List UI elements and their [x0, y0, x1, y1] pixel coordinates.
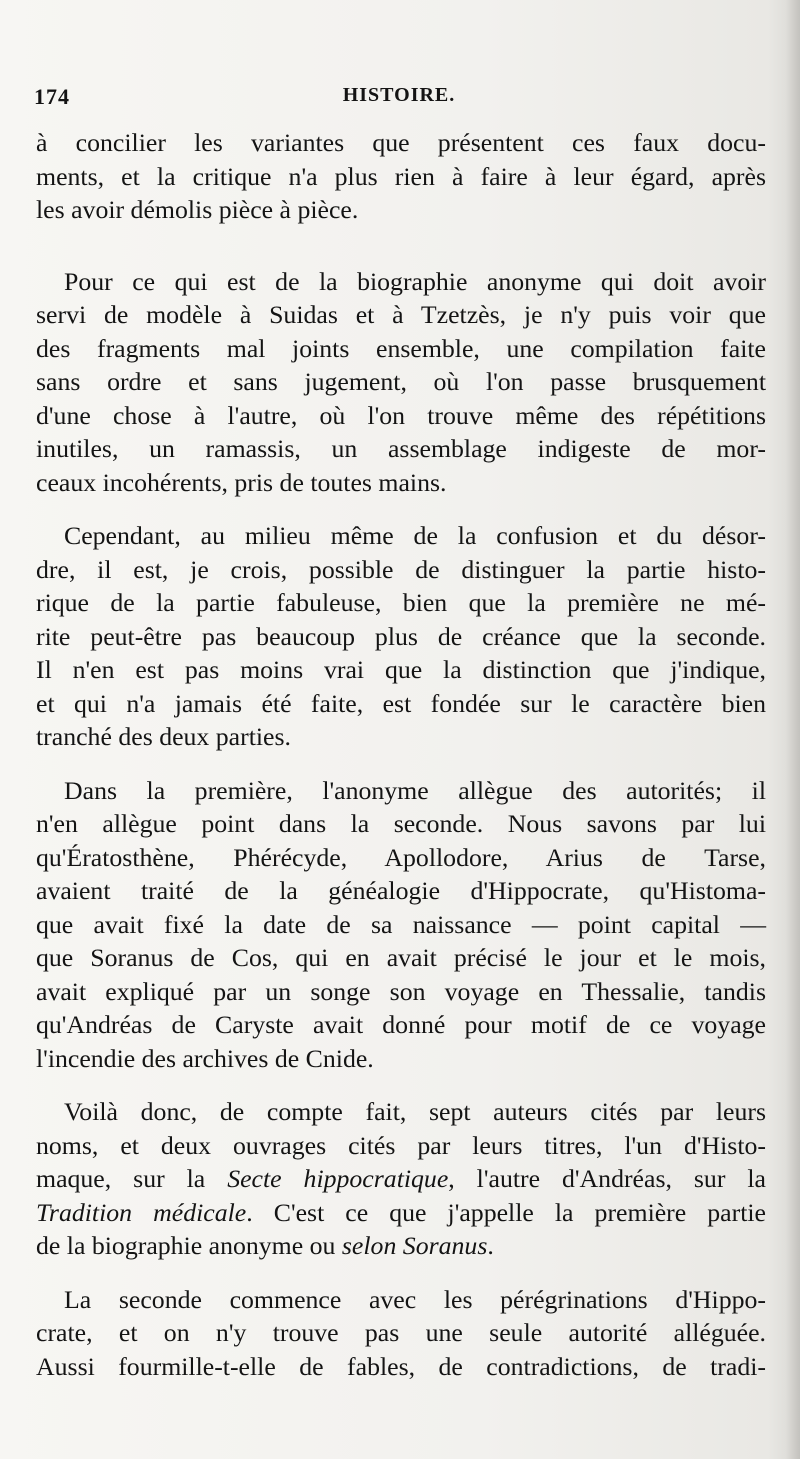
text-run: , l'autre d'Andréas, sur la: [448, 1164, 766, 1193]
text-line: Cependant, au milieu même de la confusion et du désor-: [64, 521, 766, 550]
text-line: noms, et deux ouvrages cités par leurs titres, l'un d'Histo-: [36, 1130, 766, 1160]
page-number: 174: [34, 84, 70, 109]
paragraph: [36, 126, 766, 227]
text-line: servi de modèle à Suidas et à Tzetzès, je n'y puis voir que: [36, 300, 766, 329]
text-line: rite peut-être pas beaucoup plus de créance que la seconde.: [36, 621, 766, 651]
paragraph: [36, 1095, 766, 1263]
text-line: ments, et la critique n'a plus rien à faire à leur égard, après: [36, 161, 766, 191]
text-run: .: [487, 1231, 494, 1260]
text-line: qu'Andréas de Caryste avait donné pour motif de ce voyage: [36, 1010, 766, 1039]
text-line: tranché des deux parties.: [36, 722, 291, 751]
text-line: dre, il est, je crois, possible de distinguer la partie histo-: [36, 554, 766, 584]
text-line: qu'Ératosthène, Phérécyde, Apollodore, Arius de Tarse,: [36, 842, 766, 872]
text-run: de la biographie anonyme ou: [36, 1231, 342, 1260]
text-line: Aussi fourmille-t-elle de fables, de contradictions, de tradi-: [36, 1351, 766, 1381]
body-text: [36, 126, 766, 1383]
text-line: Il n'en est pas moins vrai que la distinction que j'indique,: [36, 655, 766, 684]
running-title: HISTOIRE.: [342, 84, 456, 106]
paragraph: [36, 265, 766, 500]
page-header: [34, 84, 764, 114]
text-line: Dans la première, l'anonyme allègue des autorités; il: [64, 775, 766, 805]
text-line: rique de la partie fabuleuse, bien que la première ne mé-: [36, 588, 766, 617]
italic-title: selon Soranus: [341, 1231, 488, 1260]
page-edge-shadow: [786, 0, 800, 1459]
text-line: La seconde commence avec les pérégrinations d'Hippo-: [64, 1284, 766, 1314]
text-line: ceaux incohérents, pris de toutes mains.: [36, 467, 447, 497]
text-line: l'incendie des archives de Cnide.: [36, 1043, 374, 1073]
text-line: et qui n'a jamais été faite, est fondée sur le caractère bien: [36, 688, 766, 718]
text-line: à concilier les variantes que présentent ces faux docu-: [36, 128, 766, 157]
text-line: les avoir démolis pièce à pièce.: [36, 195, 359, 224]
paragraph: [36, 774, 766, 1076]
text-line: inutiles, un ramassis, un assemblage indigeste de mor-: [36, 434, 766, 463]
text-line: Voilà donc, de compte fait, sept auteurs cités par leurs: [64, 1097, 766, 1126]
text-line: d'une chose à l'autre, où l'on trouve même des répétitions: [36, 400, 766, 430]
text-line: [36, 1196, 766, 1230]
text-line: Pour ce qui est de la biographie anonyme qui doit avoir: [64, 266, 766, 296]
text-run: maque, sur la: [36, 1164, 228, 1193]
text-line: sans ordre et sans jugement, où l'on passe brusquement: [36, 367, 766, 396]
text-line: avaient traité de la généalogie d'Hippocrate, qu'Histoma-: [36, 876, 766, 905]
text-line: [36, 1162, 766, 1196]
italic-title: Tradition médicale: [36, 1197, 247, 1227]
text-line: avait expliqué par un songe son voyage en Thessalie, tandis: [36, 976, 766, 1006]
italic-title: Secte hippocratique: [227, 1164, 449, 1193]
text-line: des fragments mal joints ensemble, une compilation faite: [36, 333, 766, 363]
paragraph: [36, 519, 766, 754]
text-line: [36, 1229, 766, 1263]
text-run: . C'est ce que j'appelle la première partie: [246, 1197, 766, 1227]
paragraph: [36, 1283, 766, 1384]
text-line: que avait fixé la date de sa naissance — point capital —: [36, 909, 766, 939]
text-line: n'en allègue point dans la seconde. Nous savons par lui: [36, 809, 766, 838]
text-line: que Soranus de Cos, qui en avait précisé le jour et le mois,: [36, 943, 766, 972]
text-line: crate, et on n'y trouve pas une seule autorité alléguée.: [36, 1318, 766, 1347]
